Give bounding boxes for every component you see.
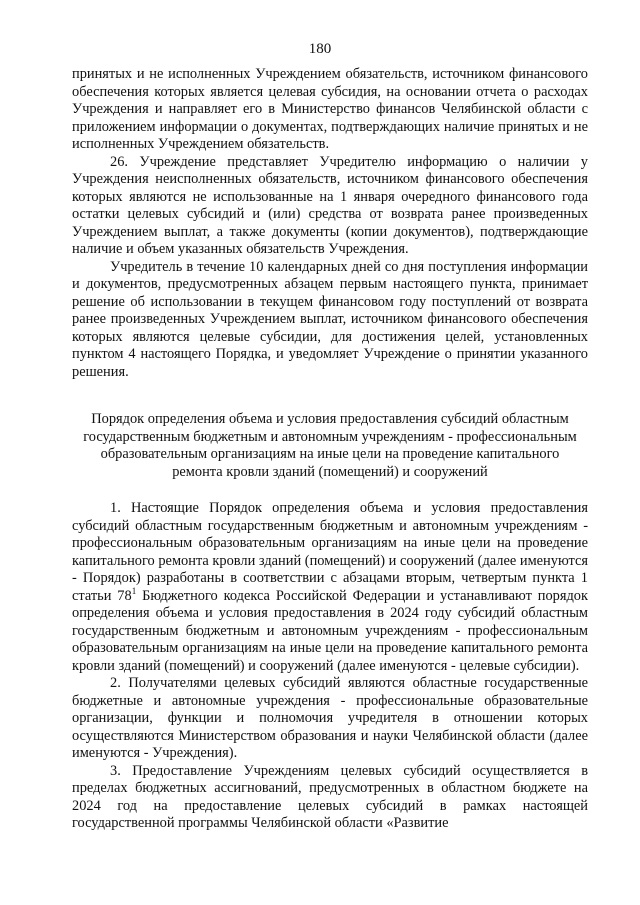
document-body: [72, 66, 588, 833]
section-title: [72, 411, 588, 481]
paragraph-3: 3. Предоставление Учреждениям целевых субсидий осуществляется в пределах бюджетных ассигнований, предусмотренных в областном бюджете на 2024 год на предоставление целевых субсидий в рамках настоящей государственной программы Челябинской области «Развитие: [72, 762, 588, 832]
section-title-line: Порядок определения объема и условия предоставления субсидий областным: [91, 411, 569, 427]
section-title-line: ремонта кровли зданий (помещений) и сооружений: [172, 463, 488, 480]
paragraph-2: 2. Получателями целевых субсидий являются областные государственные бюджетные и автономные учреждения - профессиональные образовательные организации, функции и полномочия учредителя в отношении которых осуществляются Министерством образования и науки Челябинской области (далее именуются - Учреждения).: [72, 675, 588, 762]
paragraph-26: 26. Учреждение представляет Учредителю информацию о наличии у Учреждения неисполненных обязательств, источником финансового обеспечения которых являются не использованные на 1 января очередного финансового года остатки целевых субсидий и (или) средства от возврата ранее произведенных Учреждением выплат, а также документы (копии документов), подтверждающие наличие и объем указанных обязательств Учреждения.: [72, 153, 588, 257]
superscript: 1: [131, 585, 137, 596]
paragraph-1: [72, 500, 588, 675]
page-number: 180: [308, 41, 332, 57]
paragraph-founder-decision: Учредитель в течение 10 календарных дней со дня поступления информации и документов, предусмотренных абзацем первым настоящего пункта, принимает решение об использовании в текущем финансовом году поступлений от возврата ранее произведенных Учреждением выплат, источником финансового обеспечения которых являются целевые субсидии, для достижения целей, установленных пунктом 4 настоящего Порядка, и уведомляет Учреждение о принятии указанного решения.: [72, 258, 588, 380]
paragraph-1-text-a: 1. Настоящие Порядок определения объема и условия предоставления субсидий областным государственным бюджетным и автономным учреждениям - профессиональным образовательным организациям на иные цели на проведение капитального ремонта кровли зданий (помещений) и сооружений (далее именуются - Порядок) разработаны в соответствии с абзацами вторым, четвертым пункта 1 статьи 78: [72, 500, 588, 604]
section-title-line: государственным бюджетным и автономным учреждениям - профессиональным: [83, 428, 577, 445]
paragraph-1-text-b: Бюджетного кодекса Российской Федерации и устанавливают порядок определения объема и условия предоставления в 2024 году субсидий областным государственным бюджетным и автономным учреждениям - профессиональным образовательным организациям на иные цели на проведение капитального ремонта кровли зданий (помещений) и сооружений (далее именуются - целевые субсидии).: [72, 587, 588, 674]
paragraph-continued: принятых и не исполненных Учреждением обязательств, источником финансового обеспечения которых является целевая субсидия, на основании отчета о расходах Учреждения и направляет его в Министерство финансов Челябинской области с приложением информации о документах, подтверждающих наличие принятых и не исполненных Учреждением обязательств.: [72, 66, 588, 152]
section-title-line: образовательным организациям на иные цели на проведение капитального: [100, 446, 560, 463]
